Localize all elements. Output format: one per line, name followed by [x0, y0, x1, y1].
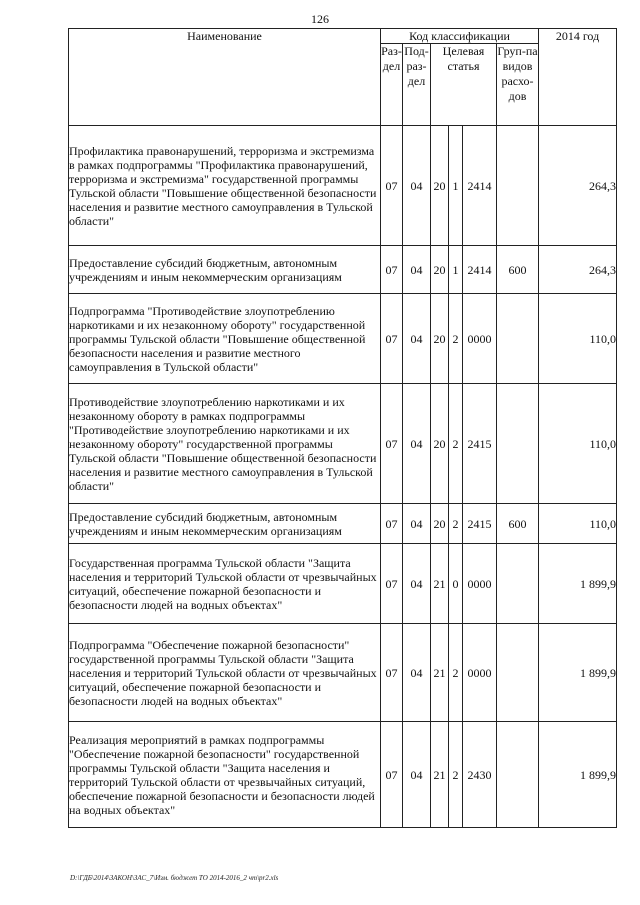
row-target-subprogram-cell: 1 — [449, 126, 463, 246]
file-path-footer: D:\ГДБ\2014\ЗАКОН\ЗАС_7\Изм. бюджет ТО 2014-2016_2 чт\pr2.xls — [70, 874, 279, 882]
header-expense-group: Груп-па видов расхо-дов — [497, 44, 539, 126]
header-subsection: Под-раз-дел — [403, 44, 431, 126]
header-classification: Код классификации — [381, 29, 539, 44]
row-target-subprogram-cell: 2 — [449, 624, 463, 722]
row-target-item-cell: 0000 — [463, 294, 497, 384]
row-subsection-cell: 04 — [403, 504, 431, 544]
row-name-cell: Государственная программа Тульской области "Защита населения и территорий Тульской области от чрезвычайных ситуаций, обеспечение пожарной безопасности и безопасности людей на водных объектах" — [69, 544, 381, 624]
table-row — [69, 294, 617, 384]
row-section-cell: 07 — [381, 246, 403, 294]
row-expense-group-cell: 600 — [497, 504, 539, 544]
table-row — [69, 246, 617, 294]
header-target-item: Целевая статья — [431, 44, 497, 126]
table-row — [69, 504, 617, 544]
row-name-cell: Противодействие злоупотреблению наркотиками и их незаконному обороту в рамках подпрограммы "Противодействие злоупотреблению наркотиками и их незаконному обороту" государственной программы Тульской области "Повышение общественной безопасности населения и развитие местного самоуправления в Тульской области" — [69, 384, 381, 504]
row-expense-group-cell — [497, 544, 539, 624]
row-target-program-cell: 21 — [431, 544, 449, 624]
row-target-subprogram-cell: 0 — [449, 544, 463, 624]
table-row — [69, 384, 617, 504]
row-section-cell: 07 — [381, 624, 403, 722]
row-target-program-cell: 20 — [431, 294, 449, 384]
row-name-cell: Профилактика правонарушений, терроризма и экстремизма в рамках подпрограммы "Профилактика правонарушений, терроризма и экстремизма" государственной программы Тульской области "Повышение общественной безопасности населения и развитие местного самоуправления в Тульской области" — [69, 126, 381, 246]
row-expense-group-cell — [497, 384, 539, 504]
row-subsection-cell: 04 — [403, 384, 431, 504]
row-expense-group-cell — [497, 126, 539, 246]
table-row — [69, 722, 617, 828]
budget-table — [68, 28, 617, 828]
row-expense-group-cell: 600 — [497, 246, 539, 294]
page-number: 126 — [311, 12, 329, 26]
row-amount-cell: 1 899,9 — [539, 624, 617, 722]
row-target-program-cell: 20 — [431, 504, 449, 544]
row-amount-cell: 1 899,9 — [539, 722, 617, 828]
table-row — [69, 126, 617, 246]
table-row — [69, 624, 617, 722]
row-target-program-cell: 21 — [431, 722, 449, 828]
row-subsection-cell: 04 — [403, 126, 431, 246]
table-row — [69, 544, 617, 624]
row-name-cell: Реализация мероприятий в рамках подпрограммы "Обеспечение пожарной безопасности" государственной программы Тульской области "Защита населения и территорий Тульской области от чрезвычайных ситуаций, обеспечение пожарной безопасности и безопасности людей на водных объектах" — [69, 722, 381, 828]
header-section: Раз-дел — [381, 44, 403, 126]
row-amount-cell: 110,0 — [539, 384, 617, 504]
row-amount-cell: 264,3 — [539, 246, 617, 294]
row-amount-cell: 1 899,9 — [539, 544, 617, 624]
row-subsection-cell: 04 — [403, 246, 431, 294]
row-subsection-cell: 04 — [403, 294, 431, 384]
row-name-cell: Предоставление субсидий бюджетным, автономным учреждениям и иным некоммерческим организациям — [69, 504, 381, 544]
header-name: Наименование — [69, 29, 381, 126]
row-target-item-cell: 2414 — [463, 246, 497, 294]
row-subsection-cell: 04 — [403, 722, 431, 828]
row-expense-group-cell — [497, 722, 539, 828]
row-amount-cell: 264,3 — [539, 126, 617, 246]
row-target-item-cell: 2415 — [463, 504, 497, 544]
row-target-item-cell: 0000 — [463, 624, 497, 722]
row-amount-cell: 110,0 — [539, 294, 617, 384]
row-section-cell: 07 — [381, 126, 403, 246]
row-expense-group-cell — [497, 294, 539, 384]
row-amount-cell: 110,0 — [539, 504, 617, 544]
row-section-cell: 07 — [381, 544, 403, 624]
row-target-program-cell: 20 — [431, 126, 449, 246]
row-target-item-cell: 2414 — [463, 126, 497, 246]
row-section-cell: 07 — [381, 384, 403, 504]
row-target-item-cell: 0000 — [463, 544, 497, 624]
row-target-program-cell: 20 — [431, 246, 449, 294]
row-target-item-cell: 2430 — [463, 722, 497, 828]
row-target-subprogram-cell: 2 — [449, 384, 463, 504]
row-target-program-cell: 21 — [431, 624, 449, 722]
header-year: 2014 год — [539, 29, 617, 126]
row-subsection-cell: 04 — [403, 624, 431, 722]
table-body — [69, 126, 617, 828]
row-name-cell: Подпрограмма "Противодействие злоупотреблению наркотиками и их незаконному обороту" государственной программы Тульской области "Повышение общественной безопасности населения и развитие местного самоуправления в Тульской области" — [69, 294, 381, 384]
row-target-subprogram-cell: 2 — [449, 294, 463, 384]
row-name-cell: Подпрограмма "Обеспечение пожарной безопасности" государственной программы Тульской области "Защита населения и территорий Тульской области от чрезвычайных ситуаций, обеспечение пожарной безопасности и безопасности людей на водных объектах" — [69, 624, 381, 722]
row-subsection-cell: 04 — [403, 544, 431, 624]
row-section-cell: 07 — [381, 504, 403, 544]
row-name-cell: Предоставление субсидий бюджетным, автономным учреждениям и иным некоммерческим организациям — [69, 246, 381, 294]
row-section-cell: 07 — [381, 722, 403, 828]
row-target-subprogram-cell: 2 — [449, 504, 463, 544]
row-target-program-cell: 20 — [431, 384, 449, 504]
row-target-subprogram-cell: 2 — [449, 722, 463, 828]
row-expense-group-cell — [497, 624, 539, 722]
row-section-cell: 07 — [381, 294, 403, 384]
row-target-subprogram-cell: 1 — [449, 246, 463, 294]
row-target-item-cell: 2415 — [463, 384, 497, 504]
